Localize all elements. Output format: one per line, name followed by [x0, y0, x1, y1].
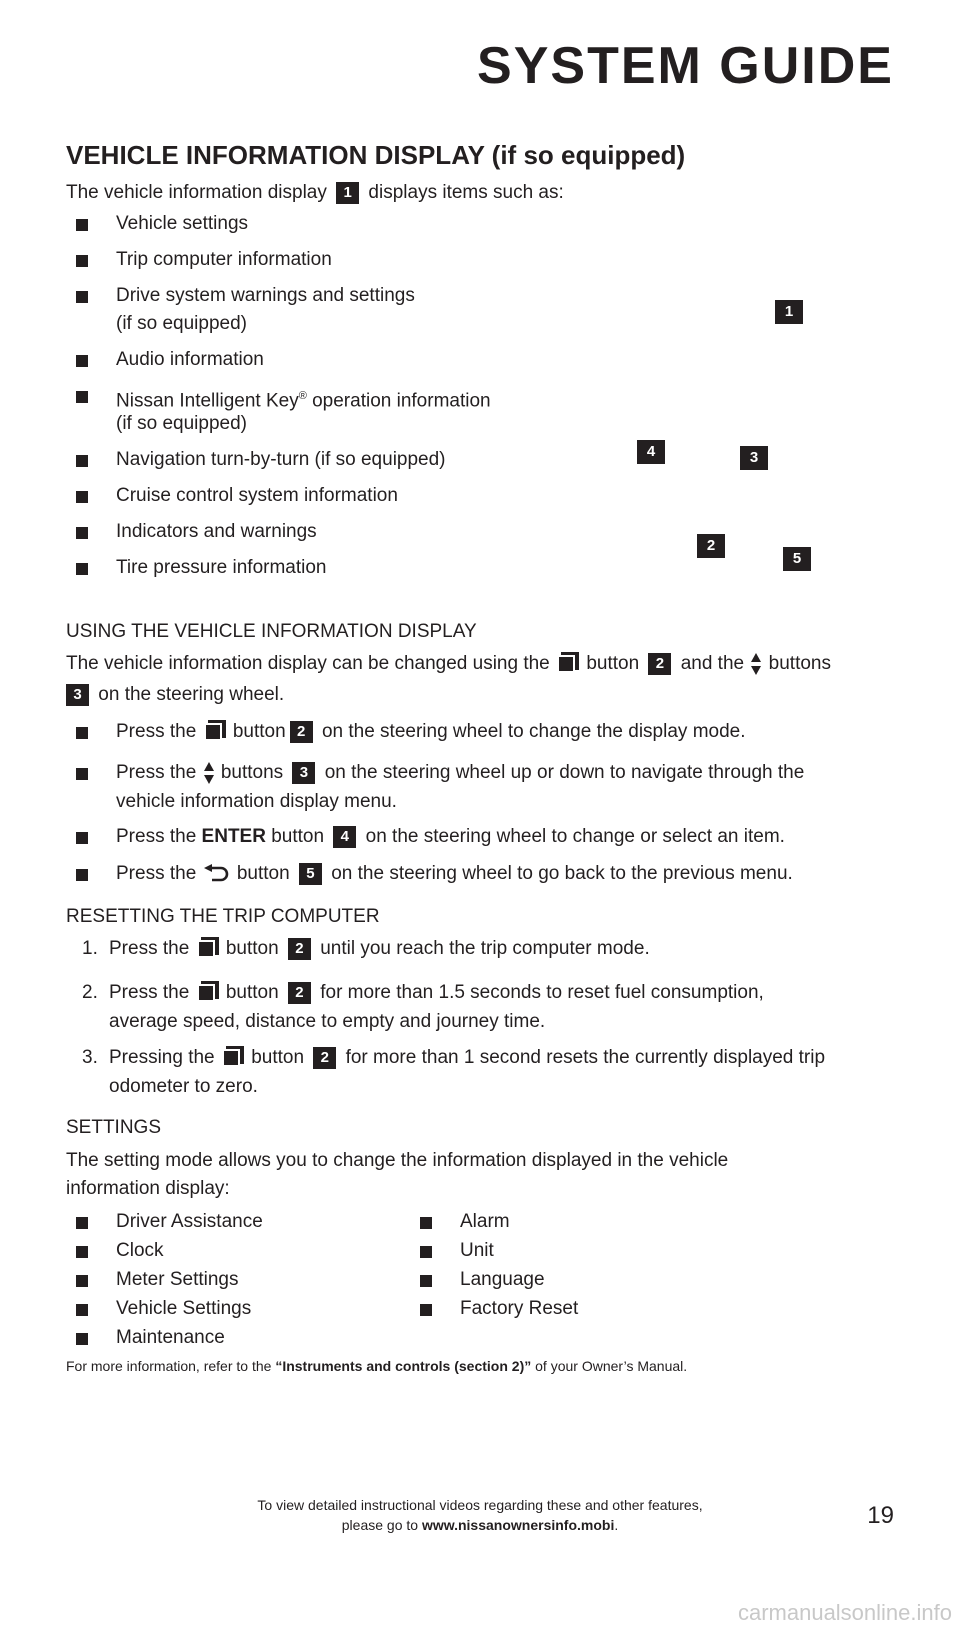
list-item-label: Indicators and warnings [116, 521, 317, 542]
badge-2: 2 [290, 721, 313, 743]
callout-3: 3 [740, 446, 768, 470]
settings-item-label: Language [460, 1269, 545, 1290]
bullet-icon [76, 255, 88, 267]
using-p1-d: buttons [768, 653, 831, 675]
bullet-icon [76, 768, 88, 780]
bullet-icon [76, 727, 88, 739]
up-down-arrows-icon [751, 653, 761, 675]
list-item-label: Tire pressure information [116, 557, 327, 578]
bullet-icon [76, 1333, 88, 1345]
s2-b: button [225, 982, 279, 1004]
using-p1-a: The vehicle information display can be changed using the [66, 653, 550, 675]
s2-a: Press the [109, 982, 190, 1004]
bullet-icon [76, 1217, 88, 1229]
more-info-note [66, 1357, 687, 1375]
badge-2: 2 [648, 653, 671, 675]
list-item-label: Drive system warnings and settings [116, 285, 415, 306]
b1-c: on the steering wheel to change the display mode. [321, 721, 746, 743]
badge-2: 2 [288, 938, 311, 960]
badge-3: 3 [292, 762, 315, 784]
bullet-icon [76, 832, 88, 844]
b2-b: buttons [220, 762, 284, 783]
badge-2: 2 [288, 982, 311, 1004]
using-p1-e: on the steering wheel. [98, 684, 285, 705]
settings-item-label: Maintenance [116, 1327, 225, 1348]
display-mode-icon [204, 720, 226, 744]
settings-paragraph: The setting mode allows you to change the information displayed in the vehicle [66, 1150, 729, 1171]
list-item-label: Vehicle settings [116, 213, 249, 234]
using-paragraph-line2 [66, 683, 284, 707]
list-item-label [116, 720, 746, 744]
more-info-a: For more information, refer to the [66, 1358, 272, 1374]
bullet-icon [76, 291, 88, 303]
using-p1-b: button [586, 653, 640, 675]
settings-item-label: Vehicle Settings [116, 1298, 252, 1319]
bullet-icon [76, 1246, 88, 1258]
s1-c: until you reach the trip computer mode. [320, 938, 650, 960]
list-item-label [116, 761, 804, 785]
settings-item-label: Clock [116, 1240, 164, 1261]
badge-5: 5 [299, 863, 322, 885]
bullet-icon [76, 391, 88, 403]
footer-url[interactable]: www.nissanownersinfo.mobi [421, 1517, 615, 1533]
callout-4: 4 [637, 440, 665, 464]
footer-period: . [614, 1517, 619, 1533]
settings-item-label: Factory Reset [460, 1298, 579, 1319]
using-p1-c: and the [680, 653, 745, 675]
s3-a: Pressing the [109, 1047, 215, 1069]
step-text [109, 937, 650, 961]
bullet-icon [420, 1275, 432, 1287]
footer-line1: To view detailed instructional videos regarding these and other features, [257, 1497, 703, 1513]
badge-3: 3 [66, 684, 89, 706]
b3-b: button [271, 826, 325, 847]
display-mode-icon [197, 937, 219, 961]
b2-a: Press the [116, 762, 197, 783]
registered-mark: ® [298, 390, 307, 402]
enter-label: ENTER [201, 826, 266, 847]
list-item-label: Navigation turn-by-turn (if so equipped) [116, 449, 446, 470]
up-down-arrows-icon [204, 762, 214, 784]
using-paragraph [66, 652, 831, 676]
callout-5: 5 [783, 547, 811, 571]
list-item-continuation: (if so equipped) [116, 413, 247, 434]
watermark: carmanualsonline.info [737, 1600, 952, 1625]
intelligent-key-label: Nissan Intelligent Key [116, 390, 299, 412]
list-item-label [116, 862, 793, 886]
display-mode-icon [197, 981, 219, 1005]
list-item-continuation: vehicle information display menu. [116, 791, 397, 812]
list-item-label: Cruise control system information [116, 485, 398, 506]
bullet-icon [76, 355, 88, 367]
step-number: 3. [82, 1047, 98, 1068]
settings-item-label: Driver Assistance [116, 1211, 263, 1232]
intro-before: The vehicle information display [66, 182, 327, 203]
more-info-c: of your Owner’s Manual. [535, 1358, 688, 1374]
bullet-icon [420, 1246, 432, 1258]
list-item-label [116, 825, 785, 849]
bullet-icon [76, 869, 88, 881]
callout-2: 2 [697, 534, 725, 558]
bullet-icon [76, 1304, 88, 1316]
section-heading: VEHICLE INFORMATION DISPLAY (if so equipped) [66, 140, 686, 170]
resetting-heading: RESETTING THE TRIP COMPUTER [66, 906, 380, 927]
badge-2: 2 [313, 1047, 336, 1069]
bullet-icon [76, 527, 88, 539]
step-text [109, 981, 764, 1005]
s1-b: button [225, 938, 279, 960]
step-continuation: average speed, distance to empty and journey time. [109, 1011, 546, 1032]
step-continuation: odometer to zero. [109, 1076, 258, 1097]
b1-a: Press the [116, 721, 197, 743]
bullet-icon [76, 491, 88, 503]
list-item-label: Audio information [116, 349, 264, 370]
bullet-icon [76, 563, 88, 575]
page-number: 19 [867, 1502, 894, 1529]
bullet-icon [420, 1304, 432, 1316]
footer-line2 [180, 1516, 780, 1534]
back-arrow-icon [204, 864, 230, 884]
b1-b: button [232, 721, 286, 743]
settings-item-label: Meter Settings [116, 1269, 239, 1290]
b3-a: Press the [116, 826, 197, 847]
bullet-icon [76, 219, 88, 231]
s3-c: for more than 1 second resets the currently displayed trip [345, 1047, 826, 1069]
footer-line2-a: please go to [341, 1517, 419, 1533]
b4-c: on the steering wheel to go back to the previous menu. [331, 863, 793, 884]
badge-1: 1 [336, 182, 359, 204]
bullet-icon [420, 1217, 432, 1229]
bullet-icon [76, 455, 88, 467]
settings-item-label: Alarm [460, 1211, 510, 1232]
b4-b: button [236, 863, 290, 884]
s1-a: Press the [109, 938, 190, 960]
s2-c: for more than 1.5 seconds to reset fuel consumption, [320, 982, 764, 1004]
bullet-icon [76, 1275, 88, 1287]
step-number: 1. [82, 938, 98, 959]
step-number: 2. [82, 982, 98, 1003]
display-mode-icon [222, 1046, 244, 1070]
s3-b: button [251, 1047, 305, 1069]
using-heading: USING THE VEHICLE INFORMATION DISPLAY [66, 621, 477, 642]
callout-1: 1 [775, 300, 803, 324]
b3-c: on the steering wheel to change or select an item. [365, 826, 785, 847]
display-mode-icon [557, 652, 579, 676]
intelligent-key-suffix: operation information [306, 390, 491, 412]
step-text [109, 1046, 825, 1070]
list-item-label [116, 384, 491, 413]
settings-item-label: Unit [460, 1240, 494, 1261]
page-title: SYSTEM GUIDE [477, 37, 894, 95]
settings-heading: SETTINGS [66, 1117, 162, 1138]
list-item-continuation: (if so equipped) [116, 313, 247, 334]
settings-paragraph-line2: information display: [66, 1178, 230, 1199]
list-item-label: Trip computer information [116, 249, 332, 270]
intro-text [66, 181, 564, 205]
b2-c: on the steering wheel up or down to navigate through the [324, 762, 805, 783]
badge-4: 4 [333, 826, 356, 848]
b4-a: Press the [116, 863, 197, 884]
intro-after: displays items such as: [368, 182, 564, 203]
more-info-reference: “Instruments and controls (section 2)” [275, 1358, 532, 1374]
